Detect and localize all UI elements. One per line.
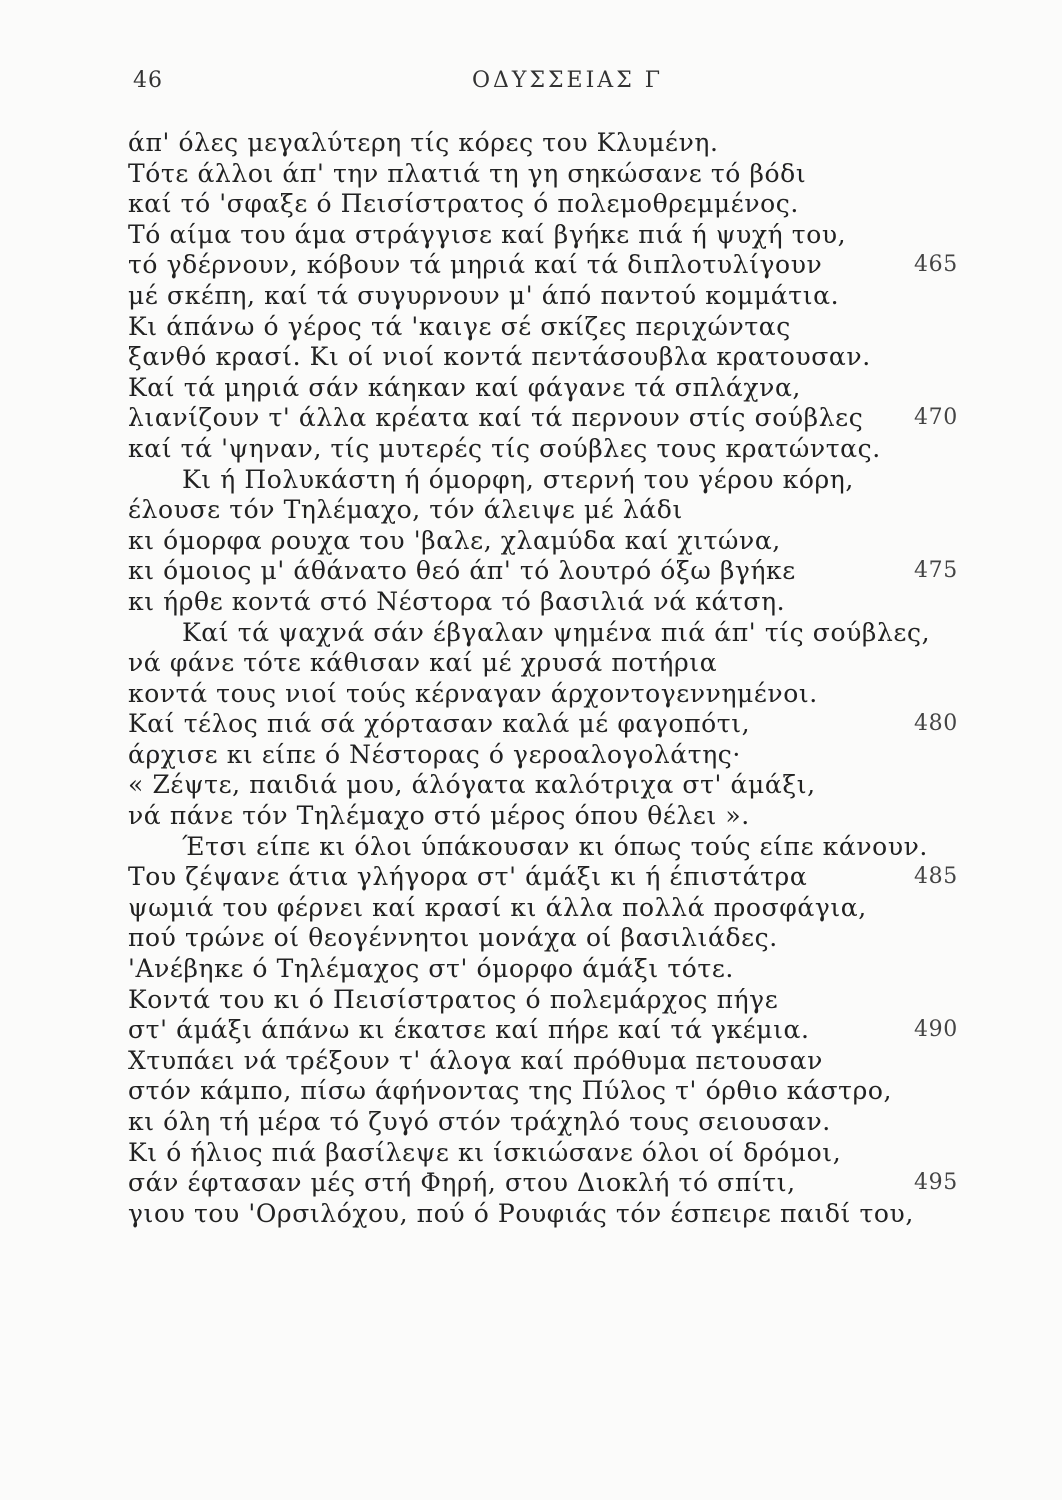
line-number: 495 (914, 1170, 958, 1196)
verse-text: Έτσι είπε κι όλοι ύπάκουσαν κι όπως τούς είπε κάνουν. (182, 831, 928, 861)
verse-text: νά πάνε τόν Τηλέμαχο στό μέρος όπου θέλει ». (128, 801, 750, 831)
verse-line (128, 1199, 928, 1230)
verse-line (128, 159, 928, 190)
verse-text: Κι άπάνω ό γέρος τά 'καιγε σέ σκίζες περιχώντας (128, 311, 791, 341)
verse-line (128, 679, 928, 710)
verse-text: λιανίζουν τ' άλλα κρέατα καί τά περνουν στίς σούβλες (128, 403, 864, 433)
page-header (0, 68, 1062, 98)
verse-line (128, 862, 958, 893)
line-number: 485 (914, 864, 958, 890)
verse-text: κι όλη τή μέρα τό ζυγό στόν τράχηλό τους σειουσαν. (128, 1107, 831, 1136)
verse-text: κι όμοιος μ' άθάνατο θεό άπ' τό λουτρό όξω βγήκε (128, 556, 796, 586)
verse-text: καί τά 'ψηναν, τίς μυτερές τίς σούβλες τους κρατώντας. (128, 433, 881, 463)
verse-line (128, 1168, 958, 1199)
verse-text: 'Ανέβηκε ό Τηλέμαχος στ' όμορφο άμάξι τότε. (128, 954, 734, 984)
verse-line (128, 312, 928, 343)
verse-line (128, 342, 928, 373)
verse-text: κι ήρθε κοντά στό Νέστορα τό βασιλιά νά κάτση. (128, 586, 786, 616)
verse-text: στόν κάμπο, πίσω άφήνοντας της Πύλος τ' όρθιο κάστρο, (128, 1076, 893, 1106)
verse-text: Καί τέλος πιά σά χόρτασαν καλά μέ φαγοπότι, (128, 709, 751, 739)
verse-line (128, 403, 958, 434)
verse-line (128, 587, 928, 618)
line-number: 490 (914, 1017, 958, 1043)
verse-line (128, 1015, 958, 1046)
running-title: ΟΔΥΣΣΕΙΑΣ Γ (472, 68, 664, 93)
verse-line (128, 832, 928, 863)
verse-line (128, 985, 928, 1016)
verse-line (128, 1046, 928, 1077)
verse-text: Κι ό ήλιος πιά βασίλεψε κι ίσκιώσανε όλοι οί δρόμοι, (128, 1137, 842, 1167)
verse-text: γιου του 'Ορσιλόχου, πού ό Ρουφιάς τόν έσπειρε παιδί του, (128, 1198, 914, 1228)
verse-line (128, 709, 958, 740)
verse-text: Κοντά του κι ό Πεισίστρατος ό πολεμάρχος πήγε (128, 984, 779, 1014)
verse-line (128, 923, 928, 954)
line-number: 470 (914, 405, 958, 431)
verse-line (128, 648, 928, 679)
verse-text: άπ' όλες μεγαλύτερη τίς κόρες του Κλυμένη. (128, 128, 719, 157)
verse-line (128, 189, 928, 220)
verse-line (128, 556, 958, 587)
verse-line (128, 128, 928, 159)
verse-line (128, 281, 928, 312)
verse-line (128, 1076, 928, 1107)
verse-text: Καί τά μηριά σάν κάηκαν καί φάγανε τά σπλάχνα, (128, 372, 801, 402)
verse-text: Τό αίμα του άμα στράγγισε καί βγήκε πιά ή ψυχή του, (128, 219, 847, 249)
verse-text: κοντά τους νιοί τούς κέρναγαν άρχοντογεννημένοι. (128, 678, 818, 708)
verse-text: Τότε άλλοι άπ' την πλατιά τη γη σηκώσανε τό βόδι (128, 158, 807, 188)
verse-text: Κι ή Πολυκάστη ή όμορφη, στερνή του γέρου κόρη, (182, 464, 854, 494)
verse-text: τό γδέρνουν, κόβουν τά μηριά καί τά διπλοτυλίγουν (128, 250, 823, 280)
verse-line (128, 801, 928, 832)
verse-text: Καί τά ψαχνά σάν έβγαλαν ψημένα πιά άπ' τίς σούβλες, (182, 617, 931, 647)
page-number: 46 (133, 68, 163, 93)
verse-line (128, 770, 928, 801)
verse-text: μέ σκέπη, καί τά συγυρνουν μ' άπό παντού κομμάτια. (128, 280, 840, 310)
verse-line (128, 373, 928, 404)
verse-text: κι όμορφα ρουχα του 'βαλε, χλαμύδα καί χιτώνα, (128, 525, 781, 555)
verse-text: Χτυπάει νά τρέξουν τ' άλογα καί πρόθυμα πετουσαν (128, 1045, 823, 1075)
verse-line (128, 465, 928, 496)
verse-line (128, 1107, 928, 1138)
line-number: 465 (914, 252, 958, 278)
poem-text (128, 128, 958, 1229)
verse-line (128, 740, 928, 771)
verse-text: ψωμιά του φέρνει καί κρασί κι άλλα πολλά προσφάγια, (128, 892, 867, 922)
line-number: 475 (914, 558, 958, 584)
verse-line (128, 526, 928, 557)
verse-text: ξανθό κρασί. Κι οί νιοί κοντά πεντάσουβλα κρατουσαν. (128, 342, 871, 372)
verse-text: έλουσε τόν Τηλέμαχο, τόν άλειψε μέ λάδι (128, 495, 683, 525)
verse-text: νά φάνε τότε κάθισαν καί μέ χρυσά ποτήρια (128, 648, 718, 678)
verse-text: σάν έφτασαν μές στή Φηρή, στου Διοκλή τό σπίτι, (128, 1168, 796, 1198)
verse-line (128, 434, 928, 465)
line-number: 480 (914, 711, 958, 737)
verse-line (128, 250, 958, 281)
verse-text: « Ζέψτε, παιδιά μου, άλόγατα καλότριχα στ' άμάξι, (128, 770, 816, 800)
verse-text: καί τό 'σφαξε ό Πεισίστρατος ό πολεμοθρεμμένος. (128, 189, 799, 219)
verse-text: πού τρώνε οί θεογέννητοι μονάχα οί βασιλιάδες. (128, 923, 778, 953)
verse-line (128, 617, 931, 649)
verse-text: Του ζέψανε άτια γλήγορα στ' άμάξι κι ή έπιστάτρα (128, 862, 808, 892)
verse-line (128, 220, 928, 251)
verse-line (128, 893, 928, 924)
verse-line (128, 1138, 928, 1169)
verse-text: στ' άμάξι άπάνω κι έκατσε καί πήρε καί τά γκέμια. (128, 1015, 810, 1045)
verse-line (128, 954, 928, 985)
verse-text: άρχισε κι είπε ό Νέστορας ό γεροαλογολάτης· (128, 739, 741, 769)
verse-line (128, 495, 928, 526)
